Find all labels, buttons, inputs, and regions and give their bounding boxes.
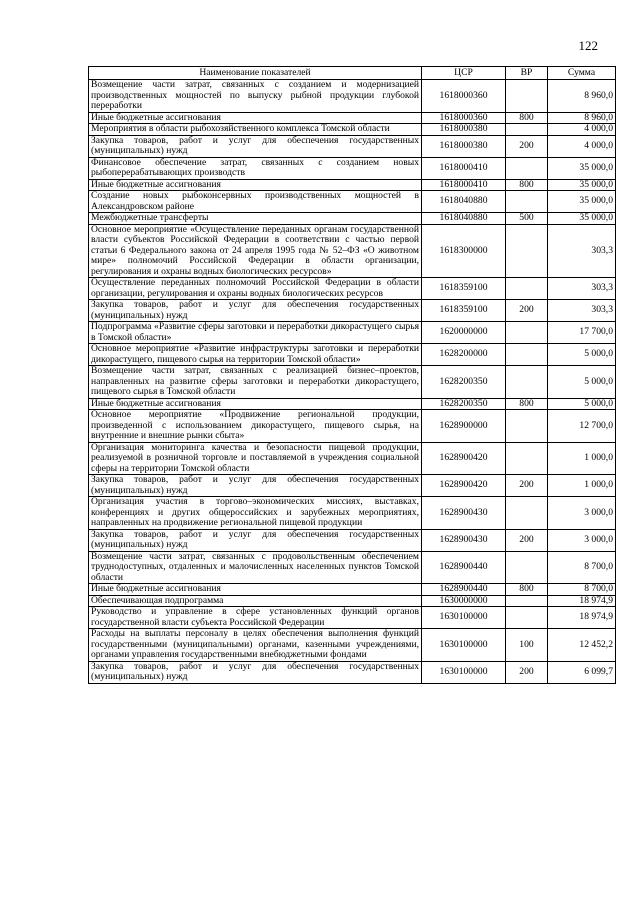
cell-sum: 35 000,0 — [548, 157, 616, 179]
cell-sum: 4 000,0 — [548, 124, 616, 136]
table-row — [89, 157, 616, 179]
cell-csr: 1630000000 — [422, 595, 506, 607]
cell-name: Закупка товаров, работ и услуг для обеспечения государственных (муниципальных) нужд — [89, 135, 422, 157]
table-row — [89, 475, 616, 497]
cell-name: Закупка товаров, работ и услуг для обеспечения государственных (муниципальных) нужд — [89, 661, 422, 683]
table-row — [89, 179, 616, 191]
cell-name: Расходы на выплаты персоналу в целях обеспечения выполнения функций государственными (муниципальными) органами, казенными учреждениями, органами управления государственными внебюджетными фондами — [89, 629, 422, 662]
table-row — [89, 191, 616, 213]
cell-sum: 8 700,0 — [548, 584, 616, 596]
cell-csr: 1628200350 — [422, 398, 506, 410]
cell-name: Иные бюджетные ассигнования — [89, 179, 422, 191]
cell-vr: 200 — [506, 300, 548, 322]
cell-vr — [506, 224, 548, 278]
table-row — [89, 80, 616, 113]
cell-name: Организация участия в торгово–экономических миссиях, выставках, конференциях и других общероссийских и зарубежных мероприятиях, направленных на продвижение региональной пищевой продукции — [89, 497, 422, 530]
cell-sum: 17 700,0 — [548, 322, 616, 344]
cell-vr: 200 — [506, 661, 548, 683]
cell-csr: 1618000360 — [422, 80, 506, 113]
cell-csr: 1618000380 — [422, 124, 506, 136]
budget-table — [88, 66, 616, 684]
cell-vr: 800 — [506, 398, 548, 410]
cell-sum: 12 452,2 — [548, 629, 616, 662]
cell-vr — [506, 366, 548, 399]
cell-vr — [506, 442, 548, 475]
cell-sum: 8 960,0 — [548, 80, 616, 113]
cell-csr: 1628900440 — [422, 551, 506, 584]
cell-vr: 800 — [506, 179, 548, 191]
cell-sum: 3 000,0 — [548, 497, 616, 530]
cell-csr: 1628900440 — [422, 584, 506, 596]
cell-csr: 1618040880 — [422, 191, 506, 213]
table-row — [89, 344, 616, 366]
table-row — [89, 551, 616, 584]
cell-name: Иные бюджетные ассигнования — [89, 584, 422, 596]
cell-name: Основное мероприятие «Продвижение региональной продукции, произведенной с использованием дикорастущего, пищевого сырья, на внутренние и внешние рынки сбыта» — [89, 410, 422, 443]
cell-csr: 1630100000 — [422, 629, 506, 662]
cell-vr — [506, 278, 548, 300]
cell-vr — [506, 344, 548, 366]
table-row — [89, 224, 616, 278]
cell-csr: 1628900420 — [422, 442, 506, 475]
table-row — [89, 124, 616, 136]
cell-sum: 12 700,0 — [548, 410, 616, 443]
cell-name: Создание новых рыбоконсервных производственных мощностей в Александровском районе — [89, 191, 422, 213]
cell-vr: 200 — [506, 135, 548, 157]
cell-sum: 1 000,0 — [548, 442, 616, 475]
cell-name: Закупка товаров, работ и услуг для обеспечения государственных (муниципальных) нужд — [89, 529, 422, 551]
cell-sum: 303,3 — [548, 278, 616, 300]
cell-sum: 6 099,7 — [548, 661, 616, 683]
table-row — [89, 112, 616, 124]
cell-sum: 18 974,9 — [548, 595, 616, 607]
cell-csr: 1618359100 — [422, 278, 506, 300]
cell-name: Мероприятия в области рыбохозяйственного комплекса Томской области — [89, 124, 422, 136]
cell-sum: 35 000,0 — [548, 179, 616, 191]
cell-sum: 303,3 — [548, 300, 616, 322]
cell-csr: 1618000380 — [422, 135, 506, 157]
cell-name: Возмещение части затрат, связанных с реализацией бизнес–проектов, направленных на развитие сферы заготовки и переработки дикорастущего, пищевого сырья в Томской области — [89, 366, 422, 399]
cell-csr: 1630100000 — [422, 607, 506, 629]
cell-sum: 5 000,0 — [548, 366, 616, 399]
cell-name: Возмещение части затрат, связанных с продовольственным обеспечением труднодоступных, отдаленных и малочисленных населенных пунктов Томской области — [89, 551, 422, 584]
cell-vr — [506, 551, 548, 584]
table-row — [89, 366, 616, 399]
cell-name: Подпрограмма «Развитие сферы заготовки и переработки дикорастущего сырья в Томской области» — [89, 322, 422, 344]
cell-sum: 5 000,0 — [548, 398, 616, 410]
table-row — [89, 322, 616, 344]
cell-name: Руководство и управление в сфере установленных функций органов государственной власти субъекта Российской Федерации — [89, 607, 422, 629]
cell-name: Иные бюджетные ассигнования — [89, 112, 422, 124]
cell-csr: 1628900000 — [422, 410, 506, 443]
table-header-row — [89, 67, 616, 80]
cell-csr: 1628900420 — [422, 475, 506, 497]
table-row — [89, 410, 616, 443]
cell-name: Закупка товаров, работ и услуг для обеспечения государственных (муниципальных) нужд — [89, 475, 422, 497]
cell-vr — [506, 595, 548, 607]
column-header-csr: ЦСР — [422, 67, 506, 80]
cell-vr — [506, 410, 548, 443]
column-header-vr: ВР — [506, 67, 548, 80]
cell-name: Основное мероприятие «Осуществление переданных органам государственной власти субъектов Российской Федерации в соответствии с частью первой статьи 6 Федерального закона от 24 апреля 1995 года № 52–ФЗ «О животном мире» полномочий Российской Федерации в области организации, регулирования и охраны водных биологических ресурсов» — [89, 224, 422, 278]
cell-name: Осуществление переданных полномочий Российской Федерации в области организации, регулирования и охраны водных биологических ресурсов — [89, 278, 422, 300]
cell-vr: 100 — [506, 629, 548, 662]
table-row — [89, 529, 616, 551]
cell-name: Иные бюджетные ассигнования — [89, 398, 422, 410]
cell-sum: 1 000,0 — [548, 475, 616, 497]
cell-csr: 1618000360 — [422, 112, 506, 124]
cell-vr — [506, 607, 548, 629]
table-row — [89, 607, 616, 629]
cell-vr — [506, 191, 548, 213]
cell-vr: 800 — [506, 112, 548, 124]
table-row — [89, 213, 616, 225]
cell-sum: 8 700,0 — [548, 551, 616, 584]
cell-csr: 1618000410 — [422, 157, 506, 179]
cell-csr: 1618300000 — [422, 224, 506, 278]
table-row — [89, 584, 616, 596]
column-header-name: Наименование показателей — [89, 67, 422, 80]
cell-sum: 303,3 — [548, 224, 616, 278]
cell-name: Организация мониторинга качества и безопасности пищевой продукции, реализуемой в розничной торговле и поставляемой в учреждения социальной сферы на территории Томской области — [89, 442, 422, 475]
table-row — [89, 661, 616, 683]
cell-csr: 1628200350 — [422, 366, 506, 399]
cell-sum: 4 000,0 — [548, 135, 616, 157]
cell-vr: 200 — [506, 475, 548, 497]
cell-name: Основное мероприятие «Развитие инфраструктуры заготовки и переработки дикорастущего, пищевого сырья на территории Томской области» — [89, 344, 422, 366]
cell-vr: 500 — [506, 213, 548, 225]
table-row — [89, 398, 616, 410]
cell-sum: 3 000,0 — [548, 529, 616, 551]
cell-sum: 35 000,0 — [548, 213, 616, 225]
cell-name: Финансовое обеспечение затрат, связанных с созданием новых рыбоперерабатывающих производств — [89, 157, 422, 179]
table-row — [89, 135, 616, 157]
cell-vr — [506, 322, 548, 344]
table-row — [89, 278, 616, 300]
cell-vr — [506, 497, 548, 530]
cell-csr: 1618359100 — [422, 300, 506, 322]
table-row — [89, 595, 616, 607]
cell-csr: 1620000000 — [422, 322, 506, 344]
cell-name: Возмещение части затрат, связанных с созданием и модернизацией производственных мощностей по выпуску рыбной продукции глубокой переработки — [89, 80, 422, 113]
table-row — [89, 629, 616, 662]
cell-vr: 800 — [506, 584, 548, 596]
table-body — [89, 80, 616, 684]
cell-sum: 35 000,0 — [548, 191, 616, 213]
cell-vr: 200 — [506, 529, 548, 551]
cell-csr: 1628900430 — [422, 529, 506, 551]
cell-vr — [506, 124, 548, 136]
cell-csr: 1628900430 — [422, 497, 506, 530]
table-row — [89, 442, 616, 475]
table-row — [89, 300, 616, 322]
cell-sum: 8 960,0 — [548, 112, 616, 124]
table-row — [89, 497, 616, 530]
cell-csr: 1618000410 — [422, 179, 506, 191]
cell-name: Закупка товаров, работ и услуг для обеспечения государственных (муниципальных) нужд — [89, 300, 422, 322]
column-header-sum: Сумма — [548, 67, 616, 80]
cell-csr: 1628200000 — [422, 344, 506, 366]
cell-csr: 1618040880 — [422, 213, 506, 225]
cell-vr — [506, 80, 548, 113]
cell-sum: 18 974,9 — [548, 607, 616, 629]
cell-name: Обеспечивающая подпрограмма — [89, 595, 422, 607]
cell-sum: 5 000,0 — [548, 344, 616, 366]
cell-csr: 1630100000 — [422, 661, 506, 683]
cell-vr — [506, 157, 548, 179]
page-number: 122 — [578, 38, 598, 53]
cell-name: Межбюджетные трансферты — [89, 213, 422, 225]
